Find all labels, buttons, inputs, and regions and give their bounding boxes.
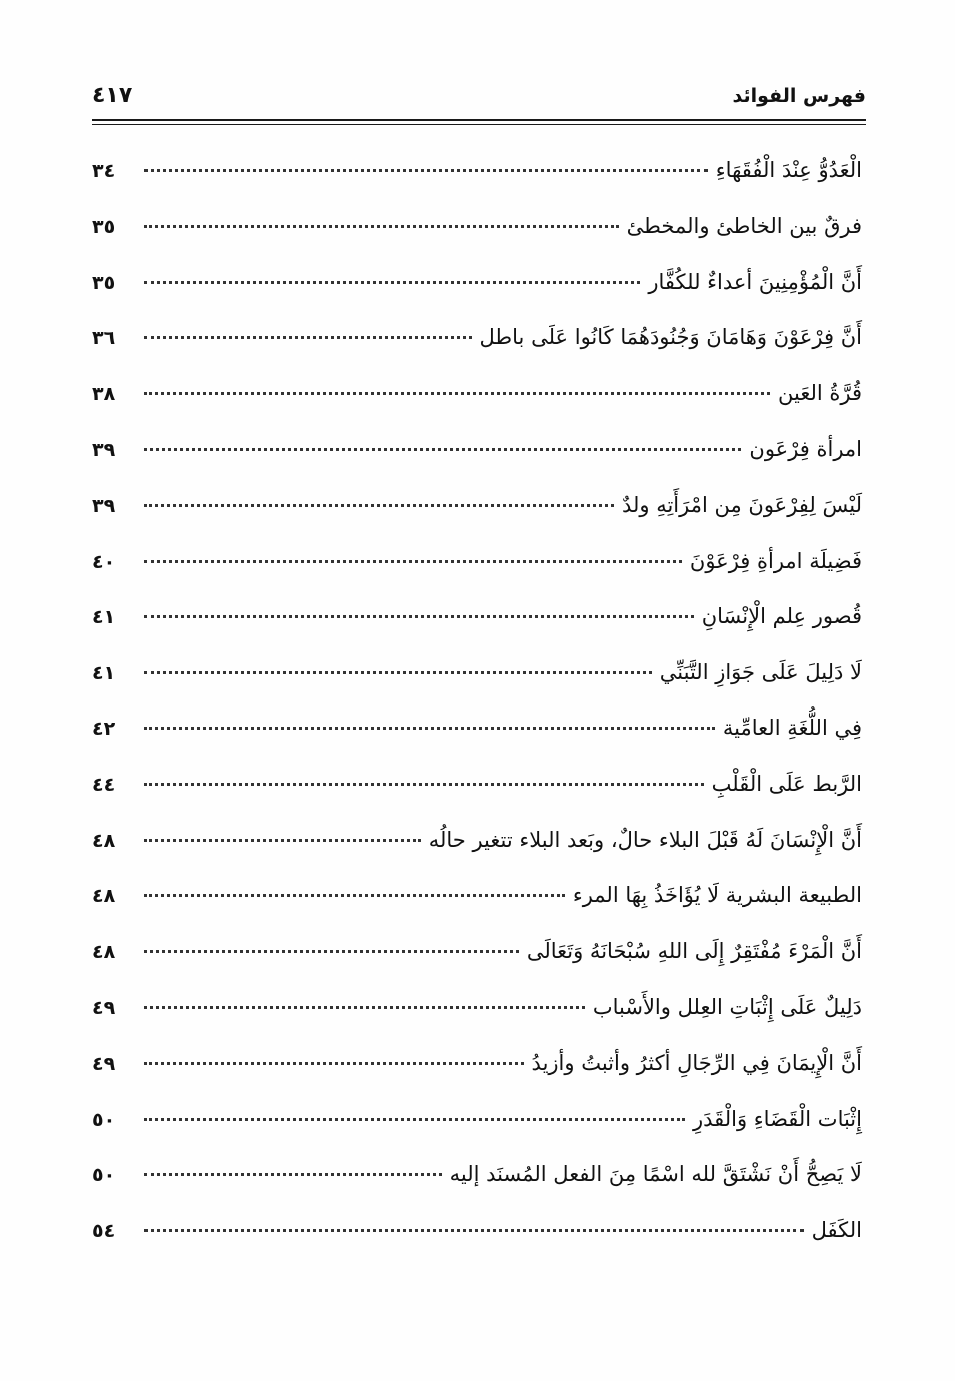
dot-leader — [144, 1118, 685, 1121]
page-number: ٤١٧ — [92, 83, 133, 108]
dot-leader — [144, 1173, 442, 1176]
entry-page: ٤٨ — [92, 885, 116, 908]
entry-page: ٣٤ — [92, 160, 116, 182]
dot-leader — [144, 839, 421, 842]
entry-text: امرأة فِرْعَون — [749, 436, 862, 461]
entry-text: الكَفَل — [811, 1218, 862, 1243]
index-entry — [92, 1218, 862, 1274]
index-entry — [92, 493, 862, 549]
dot-leader — [144, 336, 472, 339]
index-entry — [92, 158, 862, 214]
entry-page: ٣٩ — [92, 494, 116, 517]
dot-leader — [144, 560, 682, 563]
header-rule-thick — [92, 119, 866, 121]
entry-page: ٣٨ — [92, 383, 116, 406]
entry-text: أَنَّ الْإِنْسَانَ لَهُ قَبْلَ البلاء حالٌ، وبَعد البلاء تتغير حالُه — [428, 827, 862, 852]
dot-leader — [144, 1006, 585, 1009]
index-entry — [92, 270, 862, 326]
entry-text: أَنَّ الْإِيمَانَ فِي الرِّجَالِ أكثرُ وأثبتُ وأزيدُ — [531, 1050, 862, 1075]
entry-page: ٣٥ — [92, 215, 116, 238]
entry-text: فَضِيلَة امرأةِ فِرْعَوْنَ — [689, 548, 862, 573]
section-title: فهرس الفوائد — [732, 85, 866, 107]
entry-text: لَيْسَ لِفِرْعَونَ مِن امْرَأَتِهِ ولدٌ — [621, 492, 862, 517]
index-entry — [92, 939, 862, 995]
entry-text: قُرَّةُ العَين — [778, 381, 862, 406]
entry-page: ٤٤ — [92, 773, 116, 796]
index-entry — [92, 549, 862, 605]
entry-text: إِثْبَات الْقَضَاءِ وَالْقَدَرِ — [692, 1106, 862, 1131]
dot-leader — [144, 950, 519, 953]
index-entry — [92, 325, 862, 381]
entry-page: ٣٥ — [92, 271, 116, 294]
dot-leader — [144, 783, 704, 786]
entry-page: ٤٢ — [92, 717, 116, 740]
dot-leader — [144, 169, 708, 172]
index-list — [92, 158, 862, 1274]
index-entry — [92, 1107, 862, 1163]
entry-text: لَا يَصِحُّ أَنْ نَشْتَقَّ لله اسْمًا مِنَ الفعل المُسنَد إليه — [449, 1162, 862, 1187]
dot-leader — [144, 1229, 804, 1232]
entry-page: ٣٦ — [92, 327, 116, 350]
entry-text: الْعَدُوُّ عِنْدَ الْفُقَهَاءِ — [715, 158, 862, 182]
entry-text: الرَّبط عَلَى الْقَلْبِ — [711, 771, 862, 796]
entry-page: ٤٠ — [92, 550, 116, 573]
entry-text: أَنَّ فِرْعَوْنَ وَهَامَانَ وَجُنُودَهُمَا كَانُوا عَلَى باطل — [479, 325, 862, 350]
entry-text: أَنَّ الْمُؤْمِنِينَ أعداءٌ للكُفَّار — [648, 269, 862, 294]
index-entry — [92, 828, 862, 884]
entry-page: ٤٩ — [92, 996, 116, 1019]
dot-leader — [144, 894, 565, 897]
index-entry — [92, 214, 862, 270]
dot-leader — [144, 392, 770, 395]
dot-leader — [144, 615, 694, 618]
entry-text: فِي اللُّغَةِ العامِّية — [722, 715, 862, 740]
index-entry — [92, 1162, 862, 1218]
index-entry — [92, 437, 862, 493]
index-entry — [92, 772, 862, 828]
dot-leader — [144, 1062, 524, 1065]
index-entry — [92, 660, 862, 716]
entry-text: الطبيعة البشرية لَا يُؤَاخَذُ بِهَا المرء — [572, 883, 862, 908]
entry-text: قُصور عِلم الْإِنْسَانِ — [701, 604, 862, 629]
index-entry — [92, 883, 862, 939]
index-entry — [92, 381, 862, 437]
index-entry — [92, 995, 862, 1051]
dot-leader — [144, 671, 652, 674]
entry-text: فرقٌ بين الخاطئ والمخطئ — [626, 213, 862, 238]
index-entry — [92, 1051, 862, 1107]
entry-page: ٤٩ — [92, 1052, 116, 1075]
entry-page: ٥٠ — [92, 1164, 116, 1187]
dot-leader — [144, 281, 640, 284]
entry-page: ٣٩ — [92, 438, 116, 461]
entry-text: لَا دَلِيلَ عَلَى جَوَازِ التَّبَنِّي — [659, 660, 862, 685]
dot-leader — [144, 504, 614, 507]
entry-page: ٥٠ — [92, 1108, 116, 1131]
entry-text: أَنَّ الْمَرْءَ مُفْتَقِرٌ إِلَى اللهِ سُبْحَانَهُ وَتَعَالَى — [526, 939, 862, 964]
dot-leader — [144, 225, 619, 228]
index-entry — [92, 604, 862, 660]
entry-page: ٤٨ — [92, 829, 116, 852]
dot-leader — [144, 727, 715, 730]
entry-page: ٤١ — [92, 606, 116, 629]
header-rule-thin — [92, 124, 866, 125]
entry-page: ٥٤ — [92, 1220, 116, 1243]
dot-leader — [144, 448, 741, 451]
entry-text: دَلِيلٌ عَلَى إِثْبَاتِ العِلل والأَسْباب — [592, 994, 862, 1019]
index-entry — [92, 716, 862, 772]
entry-page: ٤٨ — [92, 941, 116, 964]
entry-page: ٤١ — [92, 662, 116, 685]
